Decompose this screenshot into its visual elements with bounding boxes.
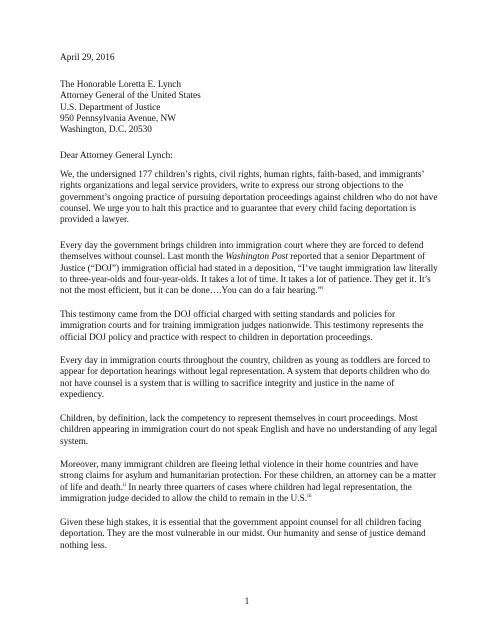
paragraph-6	[60, 460, 438, 505]
endnote-marker-iii: iii	[307, 492, 312, 499]
paragraph-4: Every day in immigration courts throughout the country, children as young as toddlers are forced to appear for deportation hearings without legal representation. A system that deports children who do not have counsel is a system that is willing to sacrifice integrity and justice in the name of expediency.	[60, 356, 431, 401]
paragraph-6-text-a: Moreover, many immigrant children are fleeing lethal violence in their home countries and have strong claims for asylum and humanitarian protection. For these children, an attorney can be a matter of life and death.	[60, 460, 437, 493]
recipient-title: Attorney General of the United States	[60, 91, 201, 102]
recipient-city: Washington, D.C. 20530	[60, 125, 152, 136]
recipient-address	[60, 80, 438, 137]
paragraph-2	[60, 241, 438, 298]
paragraph-2-text-a: Every day the government brings children into immigration court where they are forced to defend themselves without counsel. Last month the	[60, 241, 424, 263]
page-number: 1	[244, 597, 250, 607]
paragraph-2-text-b: reported that a senior Department of Justice (“DOJ”) immigration official had stated in a deposition, “I’ve taught immigration law literally to three-year-olds and four-year-olds. It takes a lot of time. It takes a lot of patience. They get it. It’s not the most efficient, but it can be done….You can do a fair hearing.”	[60, 252, 438, 297]
recipient-name: The Honorable Loretta E. Lynch	[60, 80, 182, 90]
paragraph-7: Given these high stakes, it is essential that the government appoint counsel for all children facing deportation. They are the most vulnerable in our midst. Our humanity and sense of justice demand nothing less.	[60, 518, 426, 551]
paragraph-3: This testimony came from the DOJ official charged with setting standards and policies for immigration courts and for training immigration judges nationwide. This testimony represents the official DOJ policy and practice with respect to children in deportation proceedings.	[60, 310, 424, 343]
paragraph-6-text-b: In nearly three quarters of cases where children had legal representation, the immigration judge decided to allow the child to remain in the U.S.	[60, 482, 412, 505]
recipient-department: U.S. Department of Justice	[60, 102, 161, 113]
endnote-marker-i: i	[321, 285, 324, 292]
salutation: Dear Attorney General Lynch:	[60, 151, 173, 161]
paragraph-5: Children, by definition, lack the competency to represent themselves in court proceedings. Most children appearing in immigration court do not speak English and have no understanding of any legal system.	[60, 414, 438, 447]
newspaper-title: Washington Post	[225, 252, 288, 263]
letter-date: April 29, 2016	[60, 53, 115, 63]
endnote-marker-ii: ii	[123, 481, 127, 488]
paragraph-1: We, the undersigned 177 children’s rights, civil rights, human rights, faith-based, and immigrants’ rights organizations and legal service providers, write to express our strong objections to the government’s ongoing practice of pursuing deportation proceedings against children who do not have counsel. We urge you to halt this practice and to guarantee that every child facing deportation is provided a lawyer.	[60, 170, 438, 226]
recipient-street: 950 Pennsylvania Avenue, NW	[60, 114, 177, 125]
